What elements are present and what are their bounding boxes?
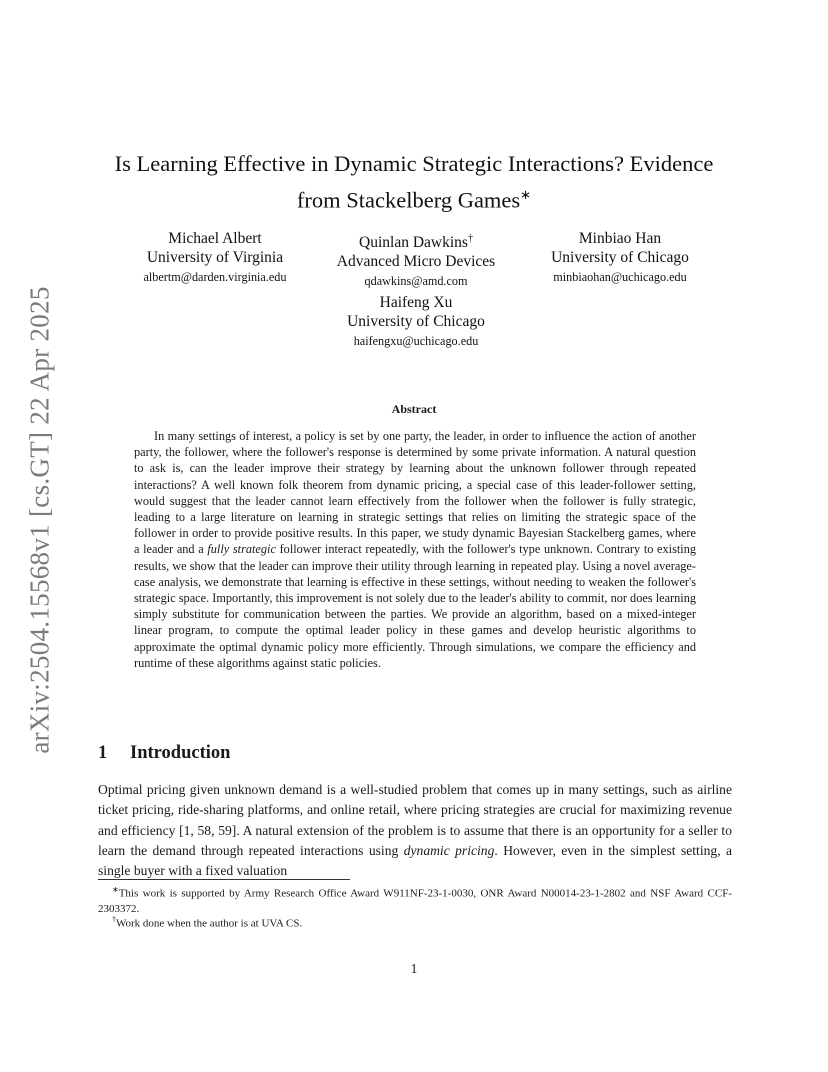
- author-footnote-mark: †: [467, 233, 473, 244]
- author-name: Haifeng Xu: [379, 294, 453, 311]
- section-heading: [98, 743, 230, 764]
- footnote-2: †Work done when the author is at UVA CS.: [112, 915, 303, 930]
- paper-title: [90, 148, 738, 216]
- section-title: Introduction: [130, 743, 231, 763]
- author-email: haifengxu@uchicago.edu: [353, 334, 479, 348]
- author-email: minbiaohan@uchicago.edu: [553, 270, 687, 284]
- arxiv-identifier-text: arXiv:2504.15568v1 [cs.GT] 22 Apr 2025: [24, 286, 55, 754]
- section-number: 1: [98, 743, 108, 763]
- author-email: albertm@darden.virginia.edu: [143, 270, 287, 284]
- footnote-1: ∗This work is supported by Army Research Office Award W911NF-23-1-0030, ONR Award N00014-23-1-2802 and NSF Award CCF-2303372.: [98, 885, 732, 915]
- abstract-emphasis: fully strategic: [207, 542, 276, 557]
- author-name: Minbiao Han: [578, 230, 662, 247]
- author-affiliation: University of Chicago: [551, 249, 689, 266]
- author-block-2: [326, 229, 506, 291]
- introduction-paragraph: Optimal pricing given unknown demand is a well-studied problem that comes up in many settings, such as airline ticket pricing, ride-sharing platforms, and online retail, where pricing strategies are crucial for maximizing revenue and efficiency [1, 58, 59]. A natural extension of the problem is to assume that there is an opportunity for a seller to learn the demand through repeated interactions using dynamic pricing. However, even in the simplest setting, a single buyer with a fixed valuation: [98, 782, 733, 879]
- abstract-text: In many settings of interest, a policy is set by one party, the leader, in order to influence the action of another party, the follower, where the follower's response is determined by some private information. A natural question to ask is, can the leader improve their strategy by learning about the unknown follower through repeated interactions? A well known folk theorem from dynamic pricing, a special case of this leader-follower setting, would suggest that the leader cannot learn effectively from the follower when the follower is fully strategic, leading to a large literature on learning in strategic settings that relies on limiting the strategic space of the follower in order to provide positive results. In this paper, we study dynamic Bayesian Stackelberg games, where a leader and a fully strategic follower interact repeatedly, with the follower's type unknown. Contrary to existing results, we show that the leader can improve their utility through learning in repeated play. Using a novel average-case analysis, we demonstrate that learning is effective in these settings, without needing to weaken the follower's strategic space. Importantly, this improvement is not solely due to the leader's ability to commit, nor does learning simply substitute for communication between the parties. We provide an algorithm, based on a mixed-integer linear program, to compute the optimal leader policy in these games and develop heuristic algorithms to approximate the optimal dynamic policy more efficiently. Through simulations, we compare the efficiency and runtime of these algorithms against static policies.: [134, 429, 696, 670]
- author-name: Quinlan Dawkins†: [359, 233, 473, 252]
- abstract-heading: Abstract: [391, 402, 437, 416]
- author-affiliation: University of Chicago: [347, 313, 485, 330]
- page-number: 1: [410, 961, 418, 976]
- footnote-rule: [98, 879, 350, 880]
- title-line-1: Is Learning Effective in Dynamic Strategic Interactions? Evidence: [114, 151, 714, 176]
- author-block-3: [530, 229, 710, 287]
- author-affiliation: University of Virginia: [146, 249, 284, 266]
- title-footnote-mark: ∗: [520, 187, 532, 202]
- footnote-mark: †: [112, 915, 116, 924]
- author-block-1: [120, 229, 310, 287]
- intro-emphasis: dynamic pricing: [403, 842, 495, 858]
- author-block-4: [326, 293, 506, 351]
- title-line-2: from Stackelberg Games: [296, 187, 521, 213]
- author-name: Michael Albert: [168, 230, 262, 247]
- author-email: qdawkins@amd.com: [364, 274, 468, 289]
- author-affiliation: Advanced Micro Devices: [336, 253, 496, 271]
- footnote-mark: ∗: [112, 885, 119, 894]
